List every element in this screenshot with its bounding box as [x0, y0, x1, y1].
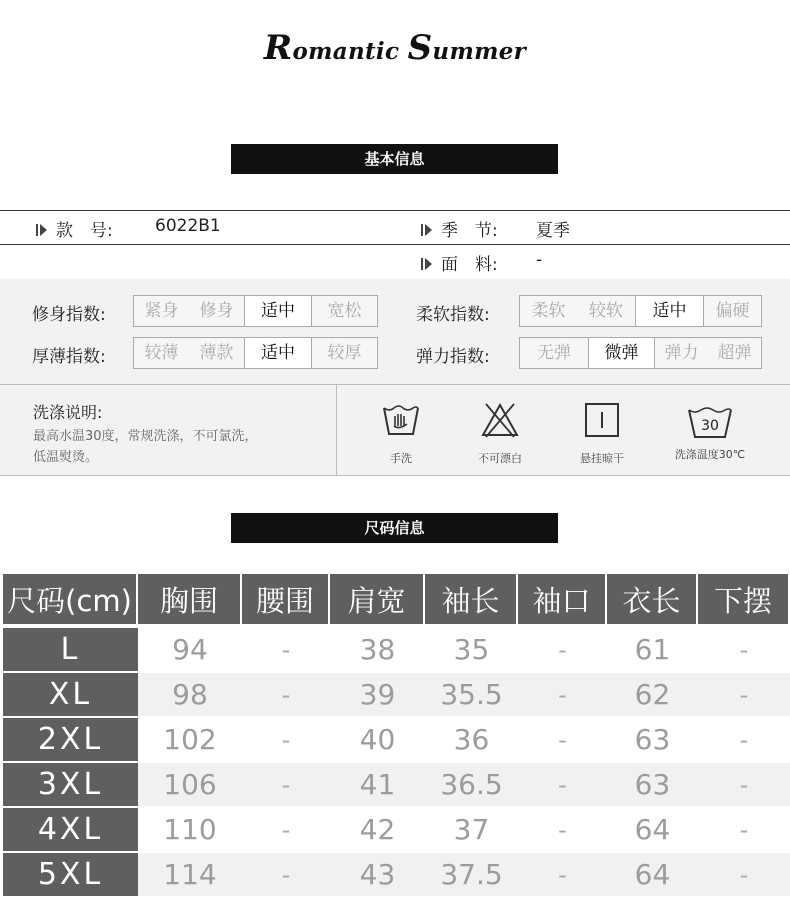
table-cell: - — [698, 853, 790, 898]
softness-index-scale — [519, 295, 762, 327]
elasticity-option: 弹力 — [664, 343, 699, 363]
elasticity-index-label: 弹力指数: — [416, 347, 490, 367]
size-label: 3XL — [3, 763, 138, 808]
material-row — [421, 250, 498, 275]
thickness-index-scale — [133, 337, 378, 369]
table-cell: 63 — [607, 718, 698, 763]
wash-temp-number: 30 — [701, 418, 719, 434]
hand-wash-item — [361, 402, 441, 466]
hang-dry-caption: 悬挂晾干 — [580, 452, 624, 465]
table-cell: 35.5 — [425, 673, 518, 718]
table-row — [3, 673, 790, 718]
divider — [0, 210, 790, 211]
table-cell: - — [242, 853, 330, 898]
thickness-option: 较薄 — [144, 343, 179, 363]
wash-temp-caption: 洗涤温度30℃ — [674, 448, 746, 461]
column-header: 胸围 — [138, 574, 242, 624]
table-cell: - — [242, 624, 330, 673]
table-row — [3, 718, 790, 763]
column-header: 肩宽 — [330, 574, 425, 624]
table-cell: - — [698, 673, 790, 718]
table-cell: - — [698, 763, 790, 808]
table-cell: 41 — [330, 763, 425, 808]
table-cell: - — [242, 718, 330, 763]
table-cell: 94 — [138, 624, 242, 673]
thickness-option: 较厚 — [327, 343, 362, 363]
fit-index-scale — [133, 295, 378, 327]
softness-option: 柔软 — [531, 301, 566, 321]
no-bleach-icon — [480, 402, 520, 438]
table-cell: - — [518, 624, 607, 673]
table-cell: - — [698, 624, 790, 673]
table-cell: - — [518, 853, 607, 898]
divider — [0, 244, 790, 245]
softness-option-selected: 适中 — [635, 296, 704, 326]
no-bleach-item — [460, 402, 540, 466]
style-number-row — [36, 216, 113, 241]
wash-temp-item — [668, 402, 752, 462]
table-cell: - — [518, 808, 607, 853]
table-cell: 42 — [330, 808, 425, 853]
hang-dry-item — [562, 402, 642, 466]
table-cell: 64 — [607, 853, 698, 898]
column-header: 袖口 — [518, 574, 607, 624]
table-cell: 63 — [607, 763, 698, 808]
hand-wash-caption: 手洗 — [390, 452, 412, 465]
size-label: 2XL — [3, 718, 138, 763]
size-label: L — [3, 624, 138, 673]
wash-text — [33, 426, 258, 468]
season-row — [421, 216, 498, 241]
elasticity-option-selected: 微弹 — [588, 338, 655, 368]
column-header: 腰围 — [242, 574, 330, 624]
size-info-title: 尺码信息 — [231, 513, 558, 543]
table-cell: 64 — [607, 808, 698, 853]
table-cell: - — [242, 673, 330, 718]
thickness-option-selected: 适中 — [244, 338, 312, 368]
fit-option: 修身 — [199, 301, 234, 321]
table-cell: - — [518, 763, 607, 808]
table-cell: - — [242, 763, 330, 808]
basic-info-title: 基本信息 — [231, 144, 558, 174]
table-cell: - — [518, 673, 607, 718]
table-cell: 110 — [138, 808, 242, 853]
table-row — [3, 624, 790, 673]
bullet-arrow-icon — [421, 223, 433, 237]
table-row — [3, 808, 790, 853]
logo-initial-r: R — [263, 28, 293, 68]
hand-wash-icon — [381, 402, 421, 438]
thickness-option: 薄款 — [199, 343, 234, 363]
table-cell: - — [698, 718, 790, 763]
table-cell: 62 — [607, 673, 698, 718]
material-value: - — [536, 250, 543, 270]
softness-index-label: 柔软指数: — [416, 305, 490, 325]
table-cell: 37 — [425, 808, 518, 853]
logo-initial-s: S — [407, 28, 433, 68]
season-value: 夏季 — [536, 221, 570, 241]
size-label: 4XL — [3, 808, 138, 853]
table-cell: 98 — [138, 673, 242, 718]
table-cell: 39 — [330, 673, 425, 718]
no-bleach-caption: 不可漂白 — [478, 452, 522, 465]
fit-option: 紧身 — [144, 301, 179, 321]
logo-word-summer: ummer — [432, 38, 527, 65]
size-label: 5XL — [3, 853, 138, 898]
column-header: 尺码(cm) — [3, 574, 138, 624]
elasticity-option: 无弹 — [537, 343, 571, 363]
table-cell: 106 — [138, 763, 242, 808]
divider — [0, 475, 790, 476]
fit-option-selected: 适中 — [244, 296, 312, 326]
table-row — [3, 853, 790, 898]
table-cell: 36.5 — [425, 763, 518, 808]
fit-option: 宽松 — [327, 301, 362, 321]
table-cell: 114 — [138, 853, 242, 898]
table-cell: - — [242, 808, 330, 853]
table-cell: - — [698, 808, 790, 853]
table-header-row — [3, 574, 790, 624]
thickness-index-label: 厚薄指数: — [32, 347, 106, 367]
table-cell: 37.5 — [425, 853, 518, 898]
table-row — [3, 763, 790, 808]
logo-word-romantic: omantic — [292, 38, 408, 65]
table-cell: 61 — [607, 624, 698, 673]
table-cell: 43 — [330, 853, 425, 898]
column-header: 衣长 — [607, 574, 698, 624]
elasticity-option: 超弹 — [717, 343, 752, 363]
size-table — [3, 574, 790, 898]
table-cell: 38 — [330, 624, 425, 673]
softness-option: 偏硬 — [715, 301, 750, 321]
table-cell: 35 — [425, 624, 518, 673]
elasticity-index-scale — [519, 337, 762, 369]
wash-text-line: 低温熨烫。 — [33, 450, 99, 465]
divider — [336, 384, 337, 475]
column-header: 袖长 — [425, 574, 518, 624]
size-label: XL — [3, 673, 138, 718]
style-number-value: 6022B1 — [155, 216, 221, 236]
hang-dry-icon — [582, 402, 622, 438]
table-cell: - — [518, 718, 607, 763]
brand-logo — [0, 28, 790, 72]
material-label: 面 料: — [441, 255, 498, 275]
wash-title: 洗涤说明: — [33, 403, 103, 422]
style-number-label: 款 号: — [56, 221, 113, 241]
bullet-arrow-icon — [36, 223, 48, 237]
softness-option: 较软 — [589, 301, 623, 321]
table-cell: 36 — [425, 718, 518, 763]
fit-index-label: 修身指数: — [32, 305, 106, 325]
table-cell: 102 — [138, 718, 242, 763]
divider — [0, 384, 790, 385]
column-header: 下摆 — [698, 574, 790, 624]
season-label: 季 节: — [441, 221, 498, 241]
table-cell: 40 — [330, 718, 425, 763]
wash-text-line: 最高水温30度，常规洗涤，不可氯洗， — [33, 429, 258, 444]
bullet-arrow-icon — [421, 257, 433, 271]
